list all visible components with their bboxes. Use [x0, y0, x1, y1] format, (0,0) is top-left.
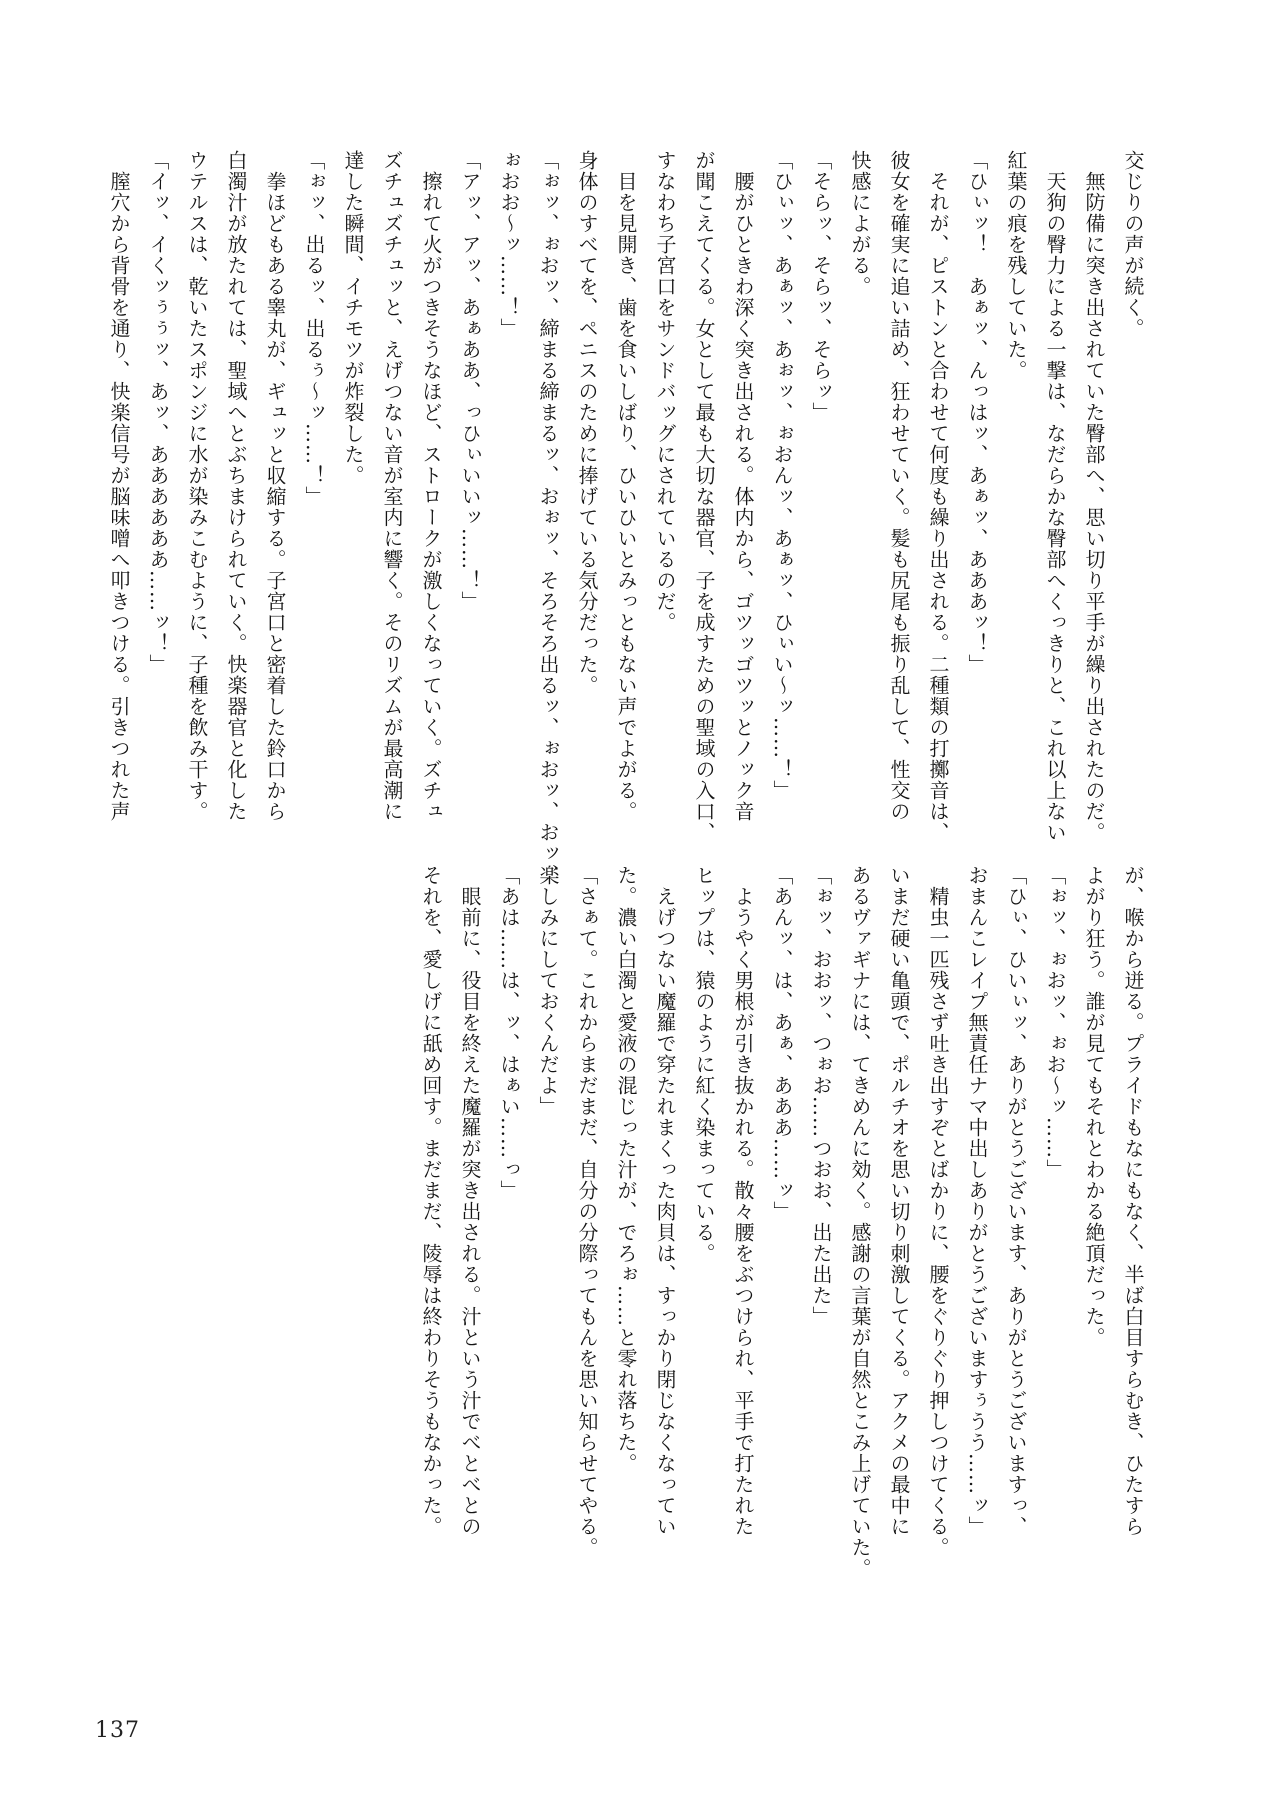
text-line: あるヴァギナには、てきめんに効く。感謝の言葉が自然とこみ上げていた。 [848, 865, 872, 1579]
text-line: 膣穴から背骨を通り、快楽信号が脳味噌へ叩きつける。引きつれた声 [107, 150, 131, 822]
text-line: 快感によがる。 [848, 150, 872, 297]
text-line: 「ひぃ、ひいぃッ、ありがとうございます、ありがとうございますっ、 [1004, 865, 1028, 1537]
text-line: ウテルスは、乾いたスポンジに水が染みこむように、子種を飲み干す。 [185, 150, 209, 822]
text-line: すなわち子宮口をサンドバッグにされているのだ。 [653, 150, 677, 633]
text-line: 「そらッ、そらッ、そらッ」 [809, 150, 833, 423]
text-line: が聞こえてくる。女として最も大切な器官、子を成すための聖域の入口、 [692, 150, 716, 843]
text-line: 「イッ、イくッぅぅッ、あッ、ああああああ……ッ！」 [146, 150, 170, 675]
text-line: 無防備に突き出されていた臀部へ、思い切り平手が繰り出されたのだ。 [1082, 150, 1106, 843]
text-line: 楽しみにしておくんだよ」 [536, 865, 560, 1117]
text-line: 「あは……は、ッ、はぁい……っ」 [497, 865, 521, 1201]
text-line: えげつない魔羅で穿たれまくった肉貝は、すっかり閉じなくなってい [653, 865, 677, 1537]
text-line: ようやく男根が引き抜かれる。散々腰をぶつけられ、平手で打たれた [731, 865, 755, 1537]
text-line: 身体のすべてを、ペニスのために捧げている気分だった。 [575, 150, 599, 696]
text-line: 「ぉッ、ぉおッ、ぉお〜ッ……」 [1043, 865, 1067, 1180]
text-line: ぉおお〜ッ……！」 [497, 150, 521, 339]
text-line: が、喉から迸る。プライドもなにもなく、半ば白目すらむき、ひたすら [1121, 865, 1145, 1537]
text-line: 紅葉の痕を残していた。 [1004, 150, 1028, 381]
text-line: 「ぉッ、出るッ、出るぅ〜ッ……！」 [302, 150, 326, 507]
text-line: 「あんッ、は、あぁ、あああ……ッ」 [770, 865, 794, 1222]
text-line: 「さぁて。これからまだまだ、自分の分際ってもんを思い知らせてやる。 [575, 865, 599, 1558]
text-line: 腰がひときわ深く突き出される。体内から、ゴツッゴツッとノック音 [731, 150, 755, 822]
text-line: よがり狂う。誰が見てもそれとわかる絶頂だった。 [1082, 865, 1106, 1348]
text-line: 「ぉッ、おおッ、つぉお……つおお、出た出た」 [809, 865, 833, 1327]
text-line: た。濃い白濁と愛液の混じった汁が、でろぉ……と零れ落ちた。 [614, 865, 638, 1474]
text-line: ヒップは、猿のように紅く染まっている。 [692, 865, 716, 1264]
text-line: 「アッ、アッ、あぁああ、っひぃいいッ……！」 [458, 150, 482, 612]
text-line: 眼前に、役目を終えた魔羅が突き出される。汁という汁でべとべとの [458, 865, 482, 1537]
text-line: 精虫一匹残さず吐き出すぞとばかりに、腰をぐりぐり押しつけてくる。 [926, 865, 950, 1558]
text-line: ズチュズチュッと、えげつない音が室内に響く。そのリズムが最高潮に [380, 150, 404, 822]
text-line: 擦れて火がつきそうなほど、ストロークが激しくなっていく。ズチュ [419, 150, 443, 822]
text-line: いまだ硬い亀頭で、ポルチオを思い切り刺激してくる。アクメの最中に [887, 865, 911, 1537]
text-line: 目を見開き、歯を食いしばり、ひいひいとみっともない声でよがる。 [614, 150, 638, 822]
text-line: それを、愛しげに舐め回す。まだまだ、陵辱は終わりそうもなかった。 [419, 865, 443, 1537]
lower-text-block [411, 865, 1152, 1627]
text-line: おまんこレイプ無責任ナマ中出しありがとうございますぅうう……ッ」 [965, 865, 989, 1537]
text-line: 彼女を確実に追い詰め、狂わせていく。髪も尻尾も振り乱して、性交の [887, 150, 911, 822]
text-line: 「ひぃッ！ あぁッ、んっはッ、あぁッ、あああッ！」 [965, 150, 989, 675]
text-line: それが、ピストンと合わせて何度も繰り出される。二種類の打擲音は、 [926, 150, 950, 843]
text-line: 「ひぃッ、あぁッ、あぉッ、ぉおんッ、あぁッ、ひぃい〜ッ……！」 [770, 150, 794, 801]
text-line: 交じりの声が続く。 [1121, 150, 1145, 339]
text-line: 拳ほどもある睾丸が、ギュッと収縮する。子宮口と密着した鈴口から [263, 150, 287, 822]
page-number: 137 [95, 1718, 140, 1743]
upper-text-block [99, 150, 1152, 912]
text-line: 天狗の臀力による一撃は、なだらかな臀部へくっきりと、これ以上ない [1043, 150, 1067, 843]
text-line: 白濁汁が放たれては、聖域へとぶちまけられていく。快楽器官と化した [224, 150, 248, 822]
text-line: 達した瞬間、イチモツが炸裂した。 [341, 150, 365, 486]
text-line: 「ぉッ、ぉおッ、締まる締まるッ、おぉッ、そろそろ出るッ、ぉおッ、おッ、 [536, 150, 560, 885]
